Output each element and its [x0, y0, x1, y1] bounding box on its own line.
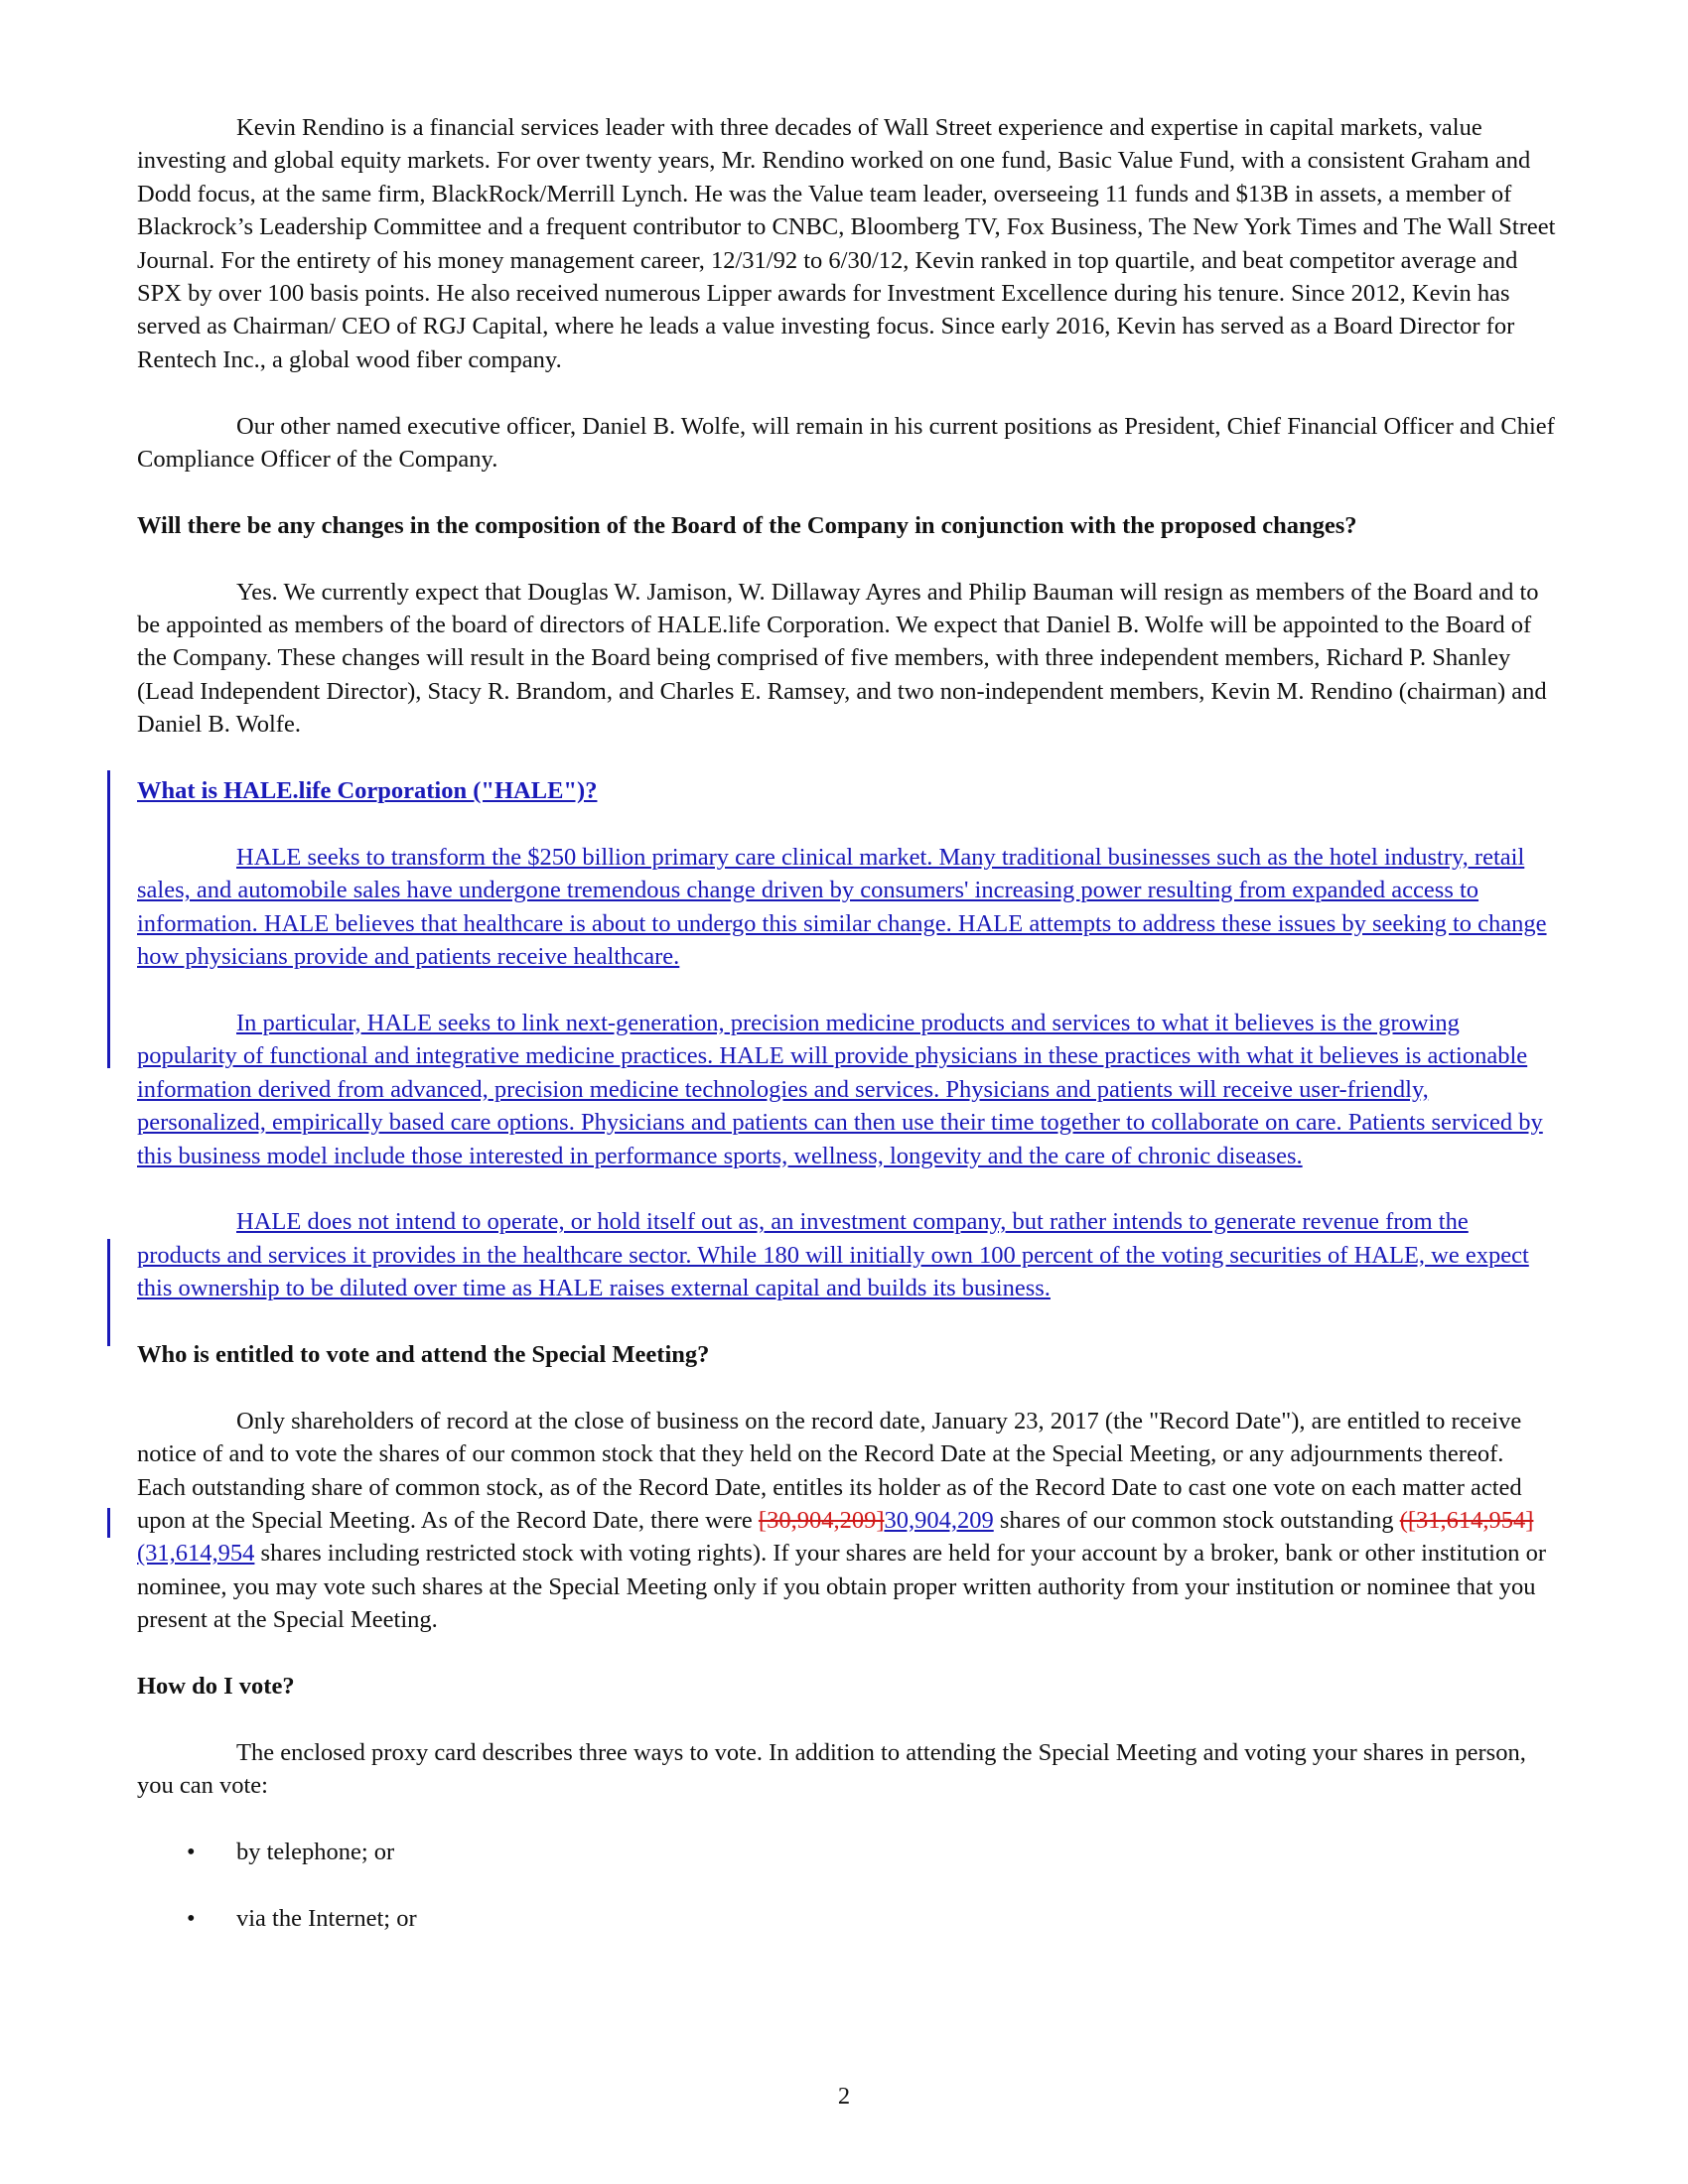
vote-entitled-question: Who is entitled to vote and attend the Special Meeting?: [137, 1340, 710, 1368]
rendino-bio-paragraph: Kevin Rendino is a financial services leader with three decades of Wall Street experience and expertise in capital markets, value investing and global equity markets. For over twenty years, Mr. Rendino worked on one fund, Basic Value Fund, with a consistent Graham and Dodd focus, at the same firm, BlackRock/Merrill Lynch. He was the Value team leader, overseeing 11 funds and $13B in assets, a member of Blackrock’s Leadership Committee and a frequent contributor to CNBC, Bloomberg TV, Fox Business, The New York Times and The Wall Street Journal. For the entirety of his money management career, 12/31/92 to 6/30/12, Kevin ranked in top quartile, and beat competitor average and SPX by over 100 basis points. He also received numerous Lipper awards for Investment Excellence during his tenure. Since 2012, Kevin has served as Chairman/ CEO of RGJ Capital, where he leads a value investing focus. Since early 2016, Kevin has served as a Board Director for Rentech Inc., a global wood fiber company.: [137, 114, 1556, 373]
vote-answer-text: shares including restricted stock with voting rights). If your shares are held for your account by a broker, bank or other institution or nominee, you may vote such shares at the Special Meeting only if you obtain proper written authority from your institution or nominee that you present at the Special Meeting.: [137, 1540, 1547, 1634]
bullet-icon: •: [187, 1838, 196, 1865]
page-number: 2: [837, 2083, 851, 2110]
hale-answer-2: In particular, HALE seeks to link next-generation, precision medicine products and services to what it believes is the growing popularity of functional and integrative medicine practices. HALE will provide physicians in these practices with what it believes is actionable information derived from advanced, precision medicine technologies and services. Physicians and patients will receive user-friendly, personalized, empirically based care options. Physicians and patients can then use their time together to collaborate on care. Patients serviced by this business model include those interested in performance sports, wellness, longevity and the care of chronic diseases.: [137, 1009, 1543, 1169]
vote-methods-list: [137, 1836, 1557, 1935]
vote-answer-text: Only shareholders of record at the close of business on the record date, January 23, 2017 (the "Record Date"), are entitled to receive notice of and to vote the shares of our common stock that they held on the Record Date at the Special Meeting, or any adjournments thereof. Each outstanding share of common stock, as of the Record Date, entitles its holder as of the Record Date to cast one vote on each matter acted upon at the Special Meeting. As of the Record Date, there were: [137, 1407, 1522, 1534]
deleted-restricted-count: ([31,614,954]: [1399, 1506, 1534, 1534]
inserted-share-count: 30,904,209: [884, 1506, 994, 1534]
change-bar: [107, 770, 110, 1068]
board-changes-question: Will there be any changes in the composition of the Board of the Company in conjunction with the proposed changes?: [137, 511, 1357, 539]
vote-answer-text: shares of our common stock outstanding: [993, 1506, 1400, 1534]
wolfe-paragraph: Our other named executive officer, Daniel B. Wolfe, will remain in his current positions as President, Chief Financial Officer and Chief Compliance Officer of the Company.: [137, 412, 1555, 474]
document-body: [137, 111, 1557, 1969]
change-bar: [107, 1508, 110, 1538]
list-item-text: via the Internet; or: [236, 1904, 417, 1932]
hale-answer-1: HALE seeks to transform the $250 billion primary care clinical market. Many traditional businesses such as the hotel industry, retail sales, and automobile sales have undergone tremendous change driven by consumers' increasing power resulting from expanded access to information. HALE believes that healthcare is about to undergo this similar change. HALE attempts to address these issues by seeking to change how physicians provide and patients receive healthcare.: [137, 843, 1547, 971]
hale-question: What is HALE.life Corporation ("HALE")?: [137, 777, 598, 805]
change-bar: [107, 1239, 110, 1346]
board-changes-answer: Yes. We currently expect that Douglas W. Jamison, W. Dillaway Ayres and Philip Bauman will resign as members of the Board and to be appointed as members of the board of directors of HALE.life Corporation. We expect that Daniel B. Wolfe will be appointed to the Board of the Company. These changes will result in the Board being comprised of five members, with three independent members, Richard P. Shanley (Lead Independent Director), Stacy R. Brandom, and Charles E. Ramsey, and two non-independent members, Kevin M. Rendino (chairman) and Daniel B. Wolfe.: [137, 578, 1547, 739]
inserted-restricted-count: (31,614,954: [137, 1540, 255, 1568]
deleted-share-count: [30,904,209]: [758, 1506, 885, 1534]
hale-section-block: [137, 774, 1557, 1304]
hale-answer-3: HALE does not intend to operate, or hold itself out as, an investment company, but rather intends to generate revenue from the products and services it provides in the healthcare sector. While 180 will initially own 100 percent of the voting securities of HALE, we expect this ownership to be diluted over time as HALE raises external capital and builds its business.: [137, 1208, 1529, 1302]
list-item: [137, 1902, 1557, 1935]
bullet-icon: •: [187, 1904, 196, 1932]
vote-entitled-block: [137, 1405, 1557, 1637]
how-vote-answer: The enclosed proxy card describes three ways to vote. In addition to attending the Special Meeting and voting your shares in person, you can vote:: [137, 1738, 1526, 1800]
vote-entitled-answer: [137, 1405, 1557, 1637]
how-vote-question: How do I vote?: [137, 1672, 295, 1700]
list-item-text: by telephone; or: [236, 1838, 395, 1865]
list-item: [137, 1836, 1557, 1868]
